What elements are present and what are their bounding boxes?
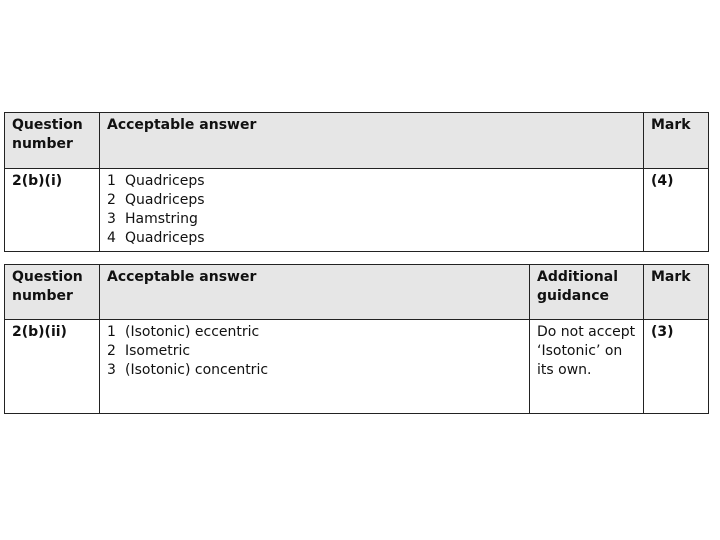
mark-scheme-table-2 [4,264,709,414]
answer-list [107,323,522,380]
acceptable-answer-header: Acceptable answer [100,265,530,320]
mark-value: (4) [644,169,709,252]
answer-number: 3 [107,362,116,378]
table-row [5,320,709,414]
answer-cell [100,169,644,252]
list-item [107,361,522,380]
header-row [5,265,709,320]
answer-number: 1 [107,173,116,189]
answer-list [107,172,636,248]
mark-scheme-table-1 [4,112,709,252]
answer-text: Isometric [125,343,191,359]
answer-number: 1 [107,324,116,340]
acceptable-answer-header: Acceptable answer [100,113,644,169]
list-item [107,191,636,210]
answer-text: Hamstring [125,211,198,227]
question-number-header: Question number [5,265,100,320]
answer-text: (Isotonic) eccentric [125,324,260,340]
mark-header: Mark [644,113,709,169]
question-number-header: Question number [5,113,100,169]
list-item [107,172,636,191]
answer-number: 4 [107,230,116,246]
mark-header: Mark [644,265,709,320]
table-row [5,169,709,252]
answer-cell [100,320,530,414]
answer-number: 2 [107,192,116,208]
question-number: 2(b)(ii) [5,320,100,414]
list-item [107,229,636,248]
answer-text: Quadriceps [125,192,205,208]
mark-value: (3) [644,320,709,414]
list-item [107,210,636,229]
additional-guidance-header: Additional guidance [530,265,644,320]
answer-text: (Isotonic) concentric [125,362,269,378]
additional-guidance: Do not accept ‘Isotonic’ on its own. [530,320,644,414]
header-row [5,113,709,169]
answer-number: 3 [107,211,116,227]
answer-text: Quadriceps [125,230,205,246]
answer-text: Quadriceps [125,173,205,189]
list-item [107,342,522,361]
list-item [107,323,522,342]
question-number: 2(b)(i) [5,169,100,252]
answer-number: 2 [107,343,116,359]
